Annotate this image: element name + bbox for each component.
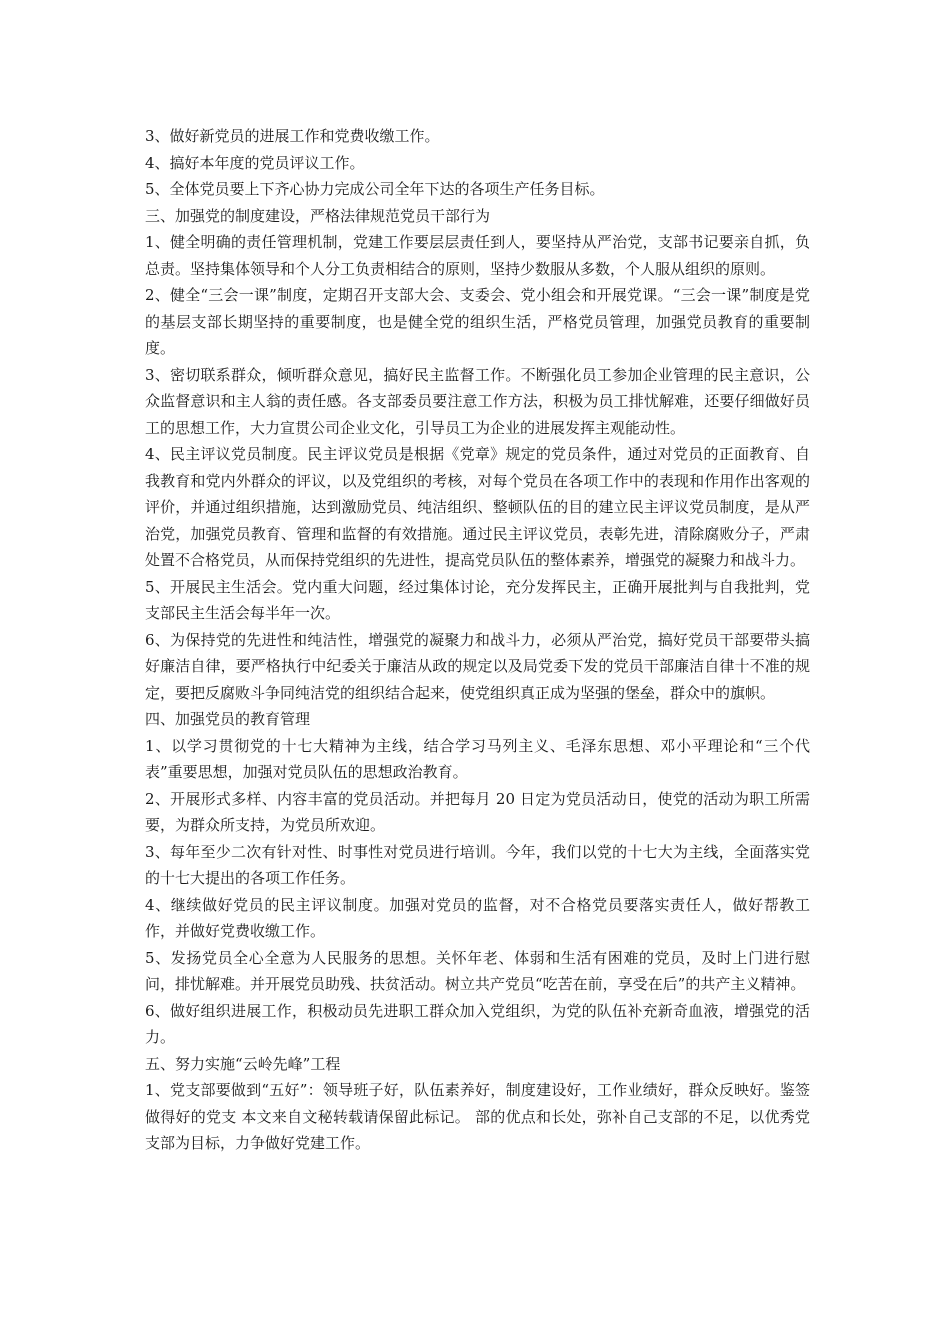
paragraph: 2、健全“三会一课”制度，定期召开支部大会、支委会、党小组会和开展党课。“三会一课”制度是党的基层支部长期坚持的重要制度，也是健全党的组织生活，严格党员管理，加强党员教育的重要制度。 <box>145 286 810 357</box>
paragraph: 1、以学习贯彻党的十七大精神为主线，结合学习马列主义、毛泽东思想、邓小平理论和“三个代表”重要思想，加强对党员队伍的思想政治教育。 <box>145 736 810 781</box>
paragraph: 1、健全明确的责任管理机制，党建工作要层层责任到人，要坚持从严治党，支部书记要亲自抓，负总责。坚持集体领导和个人分工负责相结合的原则，坚持少数服从多数，个人服从组织的原则。 <box>145 233 810 278</box>
section-heading: 四、加强党员的教育管理 <box>145 710 311 728</box>
paragraph: 3、做好新党员的进展工作和党费收缴工作。 <box>145 127 440 145</box>
paragraph: 5、全体党员要上下齐心协力完成公司全年下达的各项生产任务目标。 <box>145 180 605 198</box>
paragraph: 5、发扬党员全心全意为人民服务的思想。关怀年老、体弱和生活有困难的党员，及时上门进行慰问，排忧解难。并开展党员助残、扶贫活动。树立共产党员“吃苦在前，享受在后”的共产主义精神。 <box>145 948 810 993</box>
paragraph: 2、开展形式多样、内容丰富的党员活动。并把每月 20 日定为党员活动日，使党的活动为职工所需要，为群众所支持，为党员所欢迎。 <box>145 789 810 834</box>
section-heading: 三、加强党的制度建设，严格法律规范党员干部行为 <box>145 206 491 225</box>
document-body <box>145 123 810 1157</box>
paragraph: 6、做好组织进展工作，积极动员先进职工群众加入党组织，为党的队伍补充新奇血液，增强党的活力。 <box>145 1001 810 1046</box>
paragraph: 3、每年至少二次有针对性、时事性对党员进行培训。今年，我们以党的十七大为主线，全面落实党的十七大提出的各项工作任务。 <box>145 842 810 887</box>
paragraph: 3、密切联系群众，倾听群众意见，搞好民主监督工作。不断强化员工参加企业管理的民主意识，公众监督意识和主人翁的责任感。各支部委员要注意工作方法，积极为员工排忧解难，还要仔细做好员工的思想工作，大力宣贯公司企业文化，引导员工为企业的进展发挥主观能动性。 <box>145 365 810 437</box>
section-heading: 五、努力实施“云岭先峰”工程 <box>145 1054 341 1073</box>
paragraph: 4、继续做好党员的民主评议制度。加强对党员的监督，对不合格党员要落实责任人，做好帮教工作，并做好党费收缴工作。 <box>145 895 810 940</box>
paragraph: 1、党支部要做到“五好”：领导班子好，队伍素养好，制度建设好，工作业绩好，群众反映好。鉴签做得好的党支 本文来自文秘转载请保留此标记。 部的优点和长处，弥补自己支部的不足，以优秀党支部为目标，力争做好党建工作。 <box>145 1081 810 1152</box>
paragraph: 6、为保持党的先进性和纯洁性，增强党的凝聚力和战斗力，必须从严治党，搞好党员干部要带头搞好廉洁自律，要严格执行中纪委关于廉洁从政的规定以及局党委下发的党员干部廉洁自律十不准的规定，要把反腐败斗争同纯洁党的组织结合起来，使党组织真正成为坚强的堡垒，群众中的旗帜。 <box>145 630 810 702</box>
paragraph: 4、民主评议党员制度。民主评议党员是根据《党章》规定的党员条件，通过对党员的正面教育、自我教育和党内外群众的评议，以及党组织的考核，对每个党员在各项工作中的表现和作用作出客观的评价，并通过组织措施，达到激励党员、纯洁组织、整顿队伍的目的建立民主评议党员制度，是从严治党，加强党员教育、管理和监督的有效措施。通过民主评议党员，表彰先进，清除腐败分子，严肃处置不合格党员，从而保持党组织的先进性，提高党员队伍的整体素养，增强党的凝聚力和战斗力。 <box>145 445 810 569</box>
paragraph: 5、开展民主生活会。党内重大问题，经过集体讨论，充分发挥民主，正确开展批判与自我批判，党支部民主生活会每半年一次。 <box>145 577 810 622</box>
paragraph: 4、搞好本年度的党员评议工作。 <box>145 153 365 172</box>
